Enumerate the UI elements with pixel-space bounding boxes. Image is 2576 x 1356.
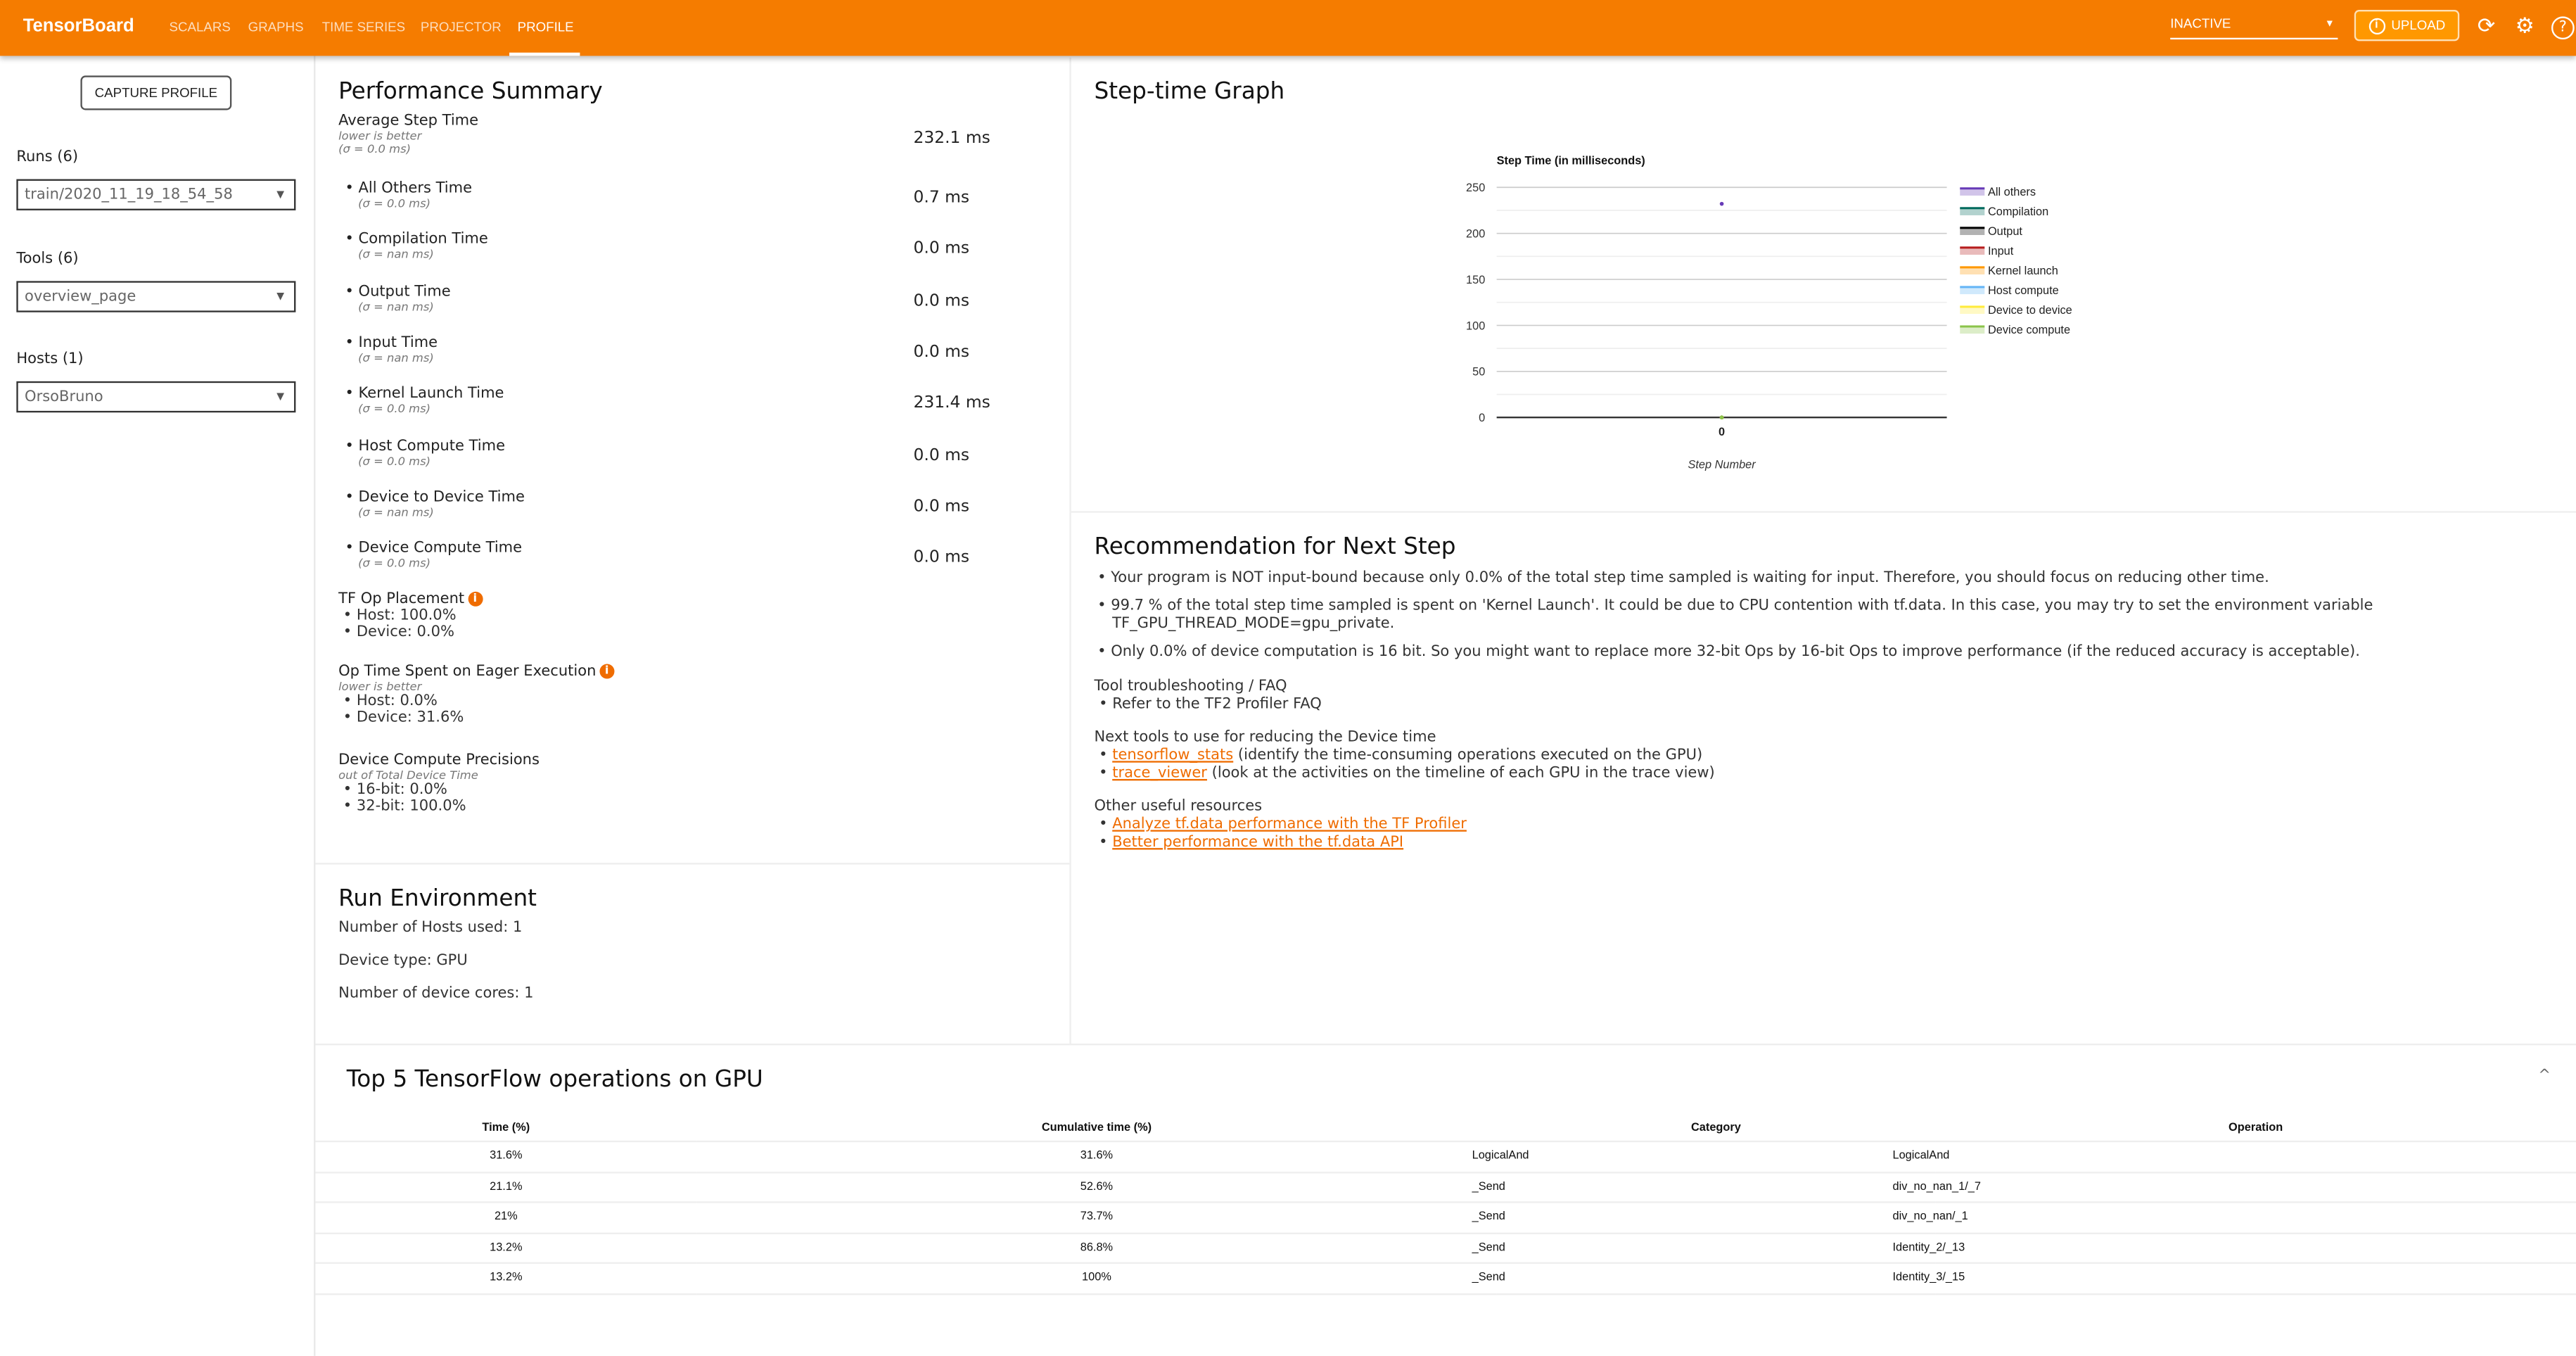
runs-select[interactable] bbox=[16, 179, 295, 210]
y-tick-label: 100 bbox=[1466, 319, 1486, 333]
list-item: • trace_viewer (look at the activities on the timeline of each GPU in the trace view) bbox=[1094, 766, 1715, 782]
legend-label: Output bbox=[1987, 224, 2022, 238]
legend-label: Kernel launch bbox=[1987, 265, 2058, 278]
performance-item bbox=[345, 232, 1051, 262]
metric-value: 0.0 ms bbox=[913, 343, 970, 362]
gear-icon[interactable]: ⚙ bbox=[2515, 15, 2534, 40]
legend-swatch bbox=[1960, 189, 1984, 196]
metric-label: • Device Compute Time bbox=[345, 540, 523, 557]
y-tick-label: 200 bbox=[1466, 227, 1486, 241]
operation bbox=[1892, 1263, 2576, 1293]
eager-device: Device: 31.6% bbox=[356, 709, 464, 727]
dropdown-arrow-icon: ▼ bbox=[276, 391, 285, 403]
legend-swatch bbox=[1960, 209, 1984, 215]
capture-profile-button[interactable]: CAPTURE PROFILE bbox=[80, 75, 231, 110]
tfdata-profiler-link[interactable]: Analyze tf.data performance with the TF Profiler bbox=[1112, 816, 1467, 834]
eager-host: Host: 0.0% bbox=[356, 693, 438, 710]
divider bbox=[1071, 511, 2576, 512]
category-text: LogicalAnd bbox=[1472, 1151, 1529, 1162]
y-tick-label: 50 bbox=[1472, 365, 1486, 379]
recommendation-title: Recommendation for Next Step bbox=[1094, 534, 1456, 561]
tensorflow-stats-link[interactable]: tensorflow_stats bbox=[1112, 747, 1234, 765]
category-text: _Send bbox=[1472, 1211, 1505, 1224]
list-item: • Refer to the TF2 Profiler FAQ bbox=[1094, 697, 1322, 714]
tf-op-placement bbox=[338, 592, 483, 641]
category-text: _Send bbox=[1472, 1272, 1505, 1284]
operation-text: div_no_nan_1/_7 bbox=[1892, 1181, 1981, 1193]
list-item: • Analyze tf.data performance with the TF Profiler bbox=[1094, 816, 1467, 834]
device-type: Device type: GPU bbox=[338, 953, 468, 970]
operation-text: Identity_3/_15 bbox=[1892, 1272, 1965, 1284]
tools-value: overview_page bbox=[25, 289, 136, 306]
step-time-graph-title: Step-time Graph bbox=[1094, 79, 1285, 106]
other-resources-section bbox=[1094, 799, 1466, 853]
hosts-used: Number of Hosts used: 1 bbox=[338, 920, 523, 937]
list-item: • Device: 0.0% bbox=[338, 624, 454, 641]
run-environment-title: Run Environment bbox=[338, 885, 537, 913]
metric-label: • Device to Device Time bbox=[345, 489, 525, 506]
performance-item bbox=[345, 386, 1051, 416]
hosts-select[interactable] bbox=[16, 381, 295, 412]
next-tools-section bbox=[1094, 730, 1714, 784]
operation-text: Identity_2/_13 bbox=[1892, 1242, 1965, 1254]
metric-name: Device Compute Time bbox=[358, 540, 523, 557]
performance-summary-title: Performance Summary bbox=[338, 79, 603, 106]
performance-item bbox=[345, 541, 1051, 571]
metric-name: Device to Device Time bbox=[358, 489, 525, 506]
tab-projector[interactable]: PROJECTOR bbox=[420, 20, 502, 35]
legend-swatch-line bbox=[1960, 187, 1984, 189]
legend-swatch-line bbox=[1960, 207, 1984, 209]
hosts-label: Hosts (1) bbox=[16, 351, 84, 369]
faq-item: Refer to the TF2 Profiler FAQ bbox=[1112, 697, 1322, 714]
category-text: _Send bbox=[1472, 1242, 1505, 1254]
y-tick-label: 250 bbox=[1466, 182, 1486, 195]
metric-value: 231.4 ms bbox=[913, 394, 990, 413]
dropdown-arrow-icon: ▼ bbox=[2324, 20, 2335, 30]
metric-label: Average Step Time bbox=[338, 113, 479, 130]
time-percent: 31.6% bbox=[315, 1141, 696, 1172]
metric-sigma: (σ = nan ms) bbox=[358, 248, 434, 262]
legend-swatch-line bbox=[1960, 246, 1984, 248]
link-description: (identify the time-consuming operations executed on the GPU) bbox=[1233, 747, 1703, 765]
section-label: TF Op Placement bbox=[338, 591, 465, 609]
data-point-device-compute[interactable] bbox=[1720, 415, 1724, 419]
metric-sigma: (σ = 0.0 ms) bbox=[358, 403, 431, 417]
metric-sigma: (σ = 0.0 ms) bbox=[338, 143, 411, 156]
tools-label: Tools (6) bbox=[16, 251, 79, 268]
metric-name: Input Time bbox=[358, 335, 438, 352]
precision-32bit: 32-bit: 100.0% bbox=[356, 799, 466, 816]
cumulative-percent: 73.7% bbox=[696, 1202, 1496, 1232]
metric-name: Output Time bbox=[358, 284, 451, 300]
legend-swatch bbox=[1960, 268, 1984, 274]
legend-label: Device compute bbox=[1987, 324, 2071, 337]
performance-item bbox=[345, 335, 1051, 365]
time-percent: 13.2% bbox=[315, 1263, 696, 1293]
list-item: • 99.7 % of the total step time sampled is spent on 'Kernel Launch'. It could be due to CPU contention with tf.data. In this case, you may try to set the environment variable TF_GPU_THREAD_MODE=gpu_private. bbox=[1097, 598, 2373, 633]
tools-select[interactable] bbox=[16, 281, 295, 312]
tab-time-series[interactable]: TIME SERIES bbox=[321, 20, 406, 35]
list-item: • 16-bit: 0.0% bbox=[338, 782, 447, 799]
cumulative-percent: 31.6% bbox=[696, 1141, 1496, 1172]
legend-swatch bbox=[1960, 327, 1984, 334]
legend-swatch bbox=[1960, 288, 1984, 294]
metric-label: • Output Time bbox=[345, 284, 451, 300]
next-tools-title: Next tools to use for reducing the Device time bbox=[1094, 729, 1436, 747]
performance-item bbox=[345, 490, 1051, 519]
legend-swatch-line bbox=[1960, 266, 1984, 268]
list-item: • Device: 31.6% bbox=[338, 709, 464, 727]
category bbox=[1472, 1202, 1936, 1232]
tfdata-api-link[interactable]: Better performance with the tf.data API bbox=[1112, 835, 1404, 851]
top-app-bar bbox=[0, 0, 2576, 56]
tab-profile[interactable]: PROFILE bbox=[517, 20, 574, 35]
list-item: • Better performance with the tf.data API bbox=[1094, 835, 1404, 851]
top-ops-title: Top 5 TensorFlow operations on GPU bbox=[346, 1066, 763, 1094]
info-icon[interactable]: i bbox=[468, 592, 483, 607]
divider bbox=[315, 1044, 2576, 1045]
refresh-icon[interactable]: ⟳ bbox=[2477, 15, 2496, 40]
help-icon[interactable]: ? bbox=[2551, 16, 2575, 39]
legend-label: Compilation bbox=[1987, 205, 2049, 218]
legend-swatch bbox=[1960, 248, 1984, 255]
metric-value: 0.0 ms bbox=[913, 240, 970, 259]
metric-note: lower is better bbox=[338, 129, 422, 144]
performance-item bbox=[345, 284, 1051, 313]
cumulative-percent: 52.6% bbox=[696, 1172, 1496, 1202]
metric-value: 0.0 ms bbox=[913, 446, 970, 464]
y-tick-label: 150 bbox=[1466, 273, 1486, 286]
faq-section bbox=[1094, 679, 1321, 715]
cumulative-percent: 86.8% bbox=[696, 1233, 1496, 1263]
list-item: • Host: 100.0% bbox=[338, 608, 457, 625]
operation-text: div_no_nan/_1 bbox=[1892, 1211, 1968, 1224]
table-row[interactable] bbox=[315, 1141, 2576, 1172]
recommendation-text: Only 0.0% of device computation is 16 bit. So you might want to replace more 32-bit Ops by 16-bit Ops to improve performance (if the reduced accuracy is acceptable). bbox=[1111, 644, 2360, 661]
operation-text: LogicalAnd bbox=[1892, 1151, 1950, 1162]
legend-swatch-line bbox=[1960, 286, 1984, 288]
metric-value: 0.0 ms bbox=[913, 498, 970, 516]
upload-label: UPLOAD bbox=[2391, 18, 2446, 33]
metric-value: 232.1 ms bbox=[913, 129, 990, 148]
app-logo: TensorBoard bbox=[23, 16, 134, 37]
upload-button[interactable] bbox=[2354, 10, 2459, 41]
section-note: lower is better bbox=[338, 680, 422, 694]
device-cores: Number of device cores: 1 bbox=[338, 986, 534, 1003]
operation bbox=[1892, 1202, 2576, 1232]
active-tab-indicator bbox=[509, 53, 580, 56]
metric-label: • Compilation Time bbox=[345, 232, 488, 249]
metric-name: All Others Time bbox=[358, 180, 473, 198]
runs-value: train/2020_11_19_18_54_58 bbox=[25, 187, 233, 204]
x-tick-label: 0 bbox=[1719, 425, 1726, 438]
metric-sigma: (σ = nan ms) bbox=[358, 505, 434, 519]
legend-swatch-line bbox=[1960, 325, 1984, 327]
top-ops-table bbox=[315, 1114, 2576, 1294]
legend-swatch-line bbox=[1960, 227, 1984, 229]
hosts-value: OrsoBruno bbox=[25, 389, 103, 406]
divider bbox=[315, 863, 1069, 864]
metric-sigma: (σ = nan ms) bbox=[358, 300, 434, 314]
section-label: Op Time Spent on Eager Execution bbox=[338, 664, 597, 680]
legend-label: Host compute bbox=[1987, 284, 2059, 298]
category bbox=[1472, 1172, 1936, 1202]
time-percent: 21.1% bbox=[315, 1172, 696, 1202]
column-header[interactable]: Operation bbox=[1935, 1114, 2576, 1141]
collapse-chevron-icon[interactable]: ^ bbox=[2538, 1068, 2551, 1085]
time-percent: 21% bbox=[315, 1202, 696, 1232]
tab-scalars[interactable]: SCALARS bbox=[169, 20, 231, 35]
chart-title: Step Time (in milliseconds) bbox=[1496, 154, 1645, 167]
table-row[interactable] bbox=[315, 1172, 2576, 1202]
faq-title: Tool troubleshooting / FAQ bbox=[1094, 678, 1287, 695]
runs-label: Runs (6) bbox=[16, 149, 79, 166]
host-placement: Host: 100.0% bbox=[356, 608, 457, 625]
legend-label: Input bbox=[1987, 245, 2014, 258]
recommendation-text: Your program is NOT input-bound because only 0.0% of the total step time sampled is waiting for input. Therefore, you should focus on reducing other time. bbox=[1111, 570, 2269, 587]
average-step-time bbox=[338, 113, 1061, 156]
table-row[interactable] bbox=[315, 1263, 2576, 1293]
metric-name: Kernel Launch Time bbox=[358, 386, 504, 403]
metric-sigma: (σ = nan ms) bbox=[358, 351, 434, 365]
info-icon: i bbox=[2368, 18, 2385, 34]
category-text: _Send bbox=[1472, 1181, 1505, 1193]
other-resources-title: Other useful resources bbox=[1094, 799, 1263, 816]
device-compute-precisions bbox=[338, 753, 540, 816]
link-description: (look at the activities on the timeline of each GPU in the trace view) bbox=[1206, 766, 1715, 782]
recommendation-list bbox=[1097, 570, 2411, 677]
step-time-chart bbox=[1413, 140, 2103, 485]
y-tick-label: 0 bbox=[1479, 412, 1486, 425]
metric-value: 0.0 ms bbox=[913, 291, 970, 310]
metric-value: 0.0 ms bbox=[913, 549, 970, 567]
eager-execution bbox=[338, 664, 614, 727]
performance-item bbox=[345, 181, 1051, 210]
operation bbox=[1892, 1233, 2576, 1263]
metric-label: • Kernel Launch Time bbox=[345, 386, 504, 403]
table-row[interactable] bbox=[315, 1233, 2576, 1263]
category bbox=[1472, 1233, 1936, 1263]
section-note: out of Total Device Time bbox=[338, 769, 478, 782]
recommendation-text: 99.7 % of the total step time sampled is spent on 'Kernel Launch'. It could be due to CPU contention with tf.data. In this case, you may try to set the environment variable TF_GPU_THREAD_MODE=gpu_private. bbox=[1111, 598, 2373, 633]
precision-16bit: 16-bit: 0.0% bbox=[356, 782, 447, 799]
list-item: • Host: 0.0% bbox=[338, 693, 438, 710]
list-item: • Your program is NOT input-bound because only 0.0% of the total step time sampled is waiting for input. Therefore, you should focus on reducing other time. bbox=[1097, 570, 2269, 587]
tab-graphs[interactable]: GRAPHS bbox=[248, 20, 304, 35]
legend-label: Device to device bbox=[1987, 304, 2072, 317]
metric-value: 0.7 ms bbox=[913, 189, 970, 208]
cumulative-percent: 100% bbox=[696, 1263, 1496, 1293]
trace-viewer-link[interactable]: trace_viewer bbox=[1112, 766, 1207, 782]
dropdown-arrow-icon: ▼ bbox=[276, 189, 285, 201]
column-header[interactable]: Category bbox=[1497, 1114, 1936, 1141]
legend-swatch bbox=[1960, 229, 1984, 235]
list-item: • Only 0.0% of device computation is 16 bit. So you might want to replace more 32-bit Ops by 16-bit Ops to improve performance (if the reduced accuracy is acceptable). bbox=[1097, 644, 2360, 661]
section-label: Device Compute Precisions bbox=[338, 752, 540, 770]
data-point-all-others[interactable] bbox=[1720, 202, 1724, 206]
sidebar bbox=[0, 56, 315, 1355]
time-percent: 13.2% bbox=[315, 1233, 696, 1263]
category bbox=[1472, 1141, 1936, 1172]
list-item: • 32-bit: 100.0% bbox=[338, 799, 466, 816]
performance-item bbox=[345, 438, 1051, 467]
legend-swatch-line bbox=[1960, 305, 1984, 308]
metric-sigma: (σ = 0.0 ms) bbox=[358, 454, 431, 468]
dropdown-arrow-icon: ▼ bbox=[276, 291, 285, 303]
device-placement: Device: 0.0% bbox=[356, 624, 454, 641]
metric-label: • Input Time bbox=[345, 335, 438, 352]
plugin-select[interactable] bbox=[2170, 16, 2338, 39]
operation bbox=[1892, 1141, 2576, 1172]
legend-label: All others bbox=[1987, 185, 2036, 198]
category bbox=[1472, 1263, 1936, 1293]
legend-swatch bbox=[1960, 308, 1984, 314]
metric-sigma: (σ = 0.0 ms) bbox=[358, 557, 431, 571]
info-icon[interactable]: i bbox=[599, 664, 614, 679]
metric-name: Compilation Time bbox=[358, 232, 488, 249]
operation bbox=[1892, 1172, 2576, 1202]
column-header[interactable]: Time (%) bbox=[315, 1114, 696, 1141]
metric-sigma: (σ = 0.0 ms) bbox=[358, 197, 431, 210]
table-row[interactable] bbox=[315, 1202, 2576, 1232]
metric-label: • All Others Time bbox=[345, 180, 473, 198]
list-item: • tensorflow_stats (identify the time-consuming operations executed on the GPU) bbox=[1094, 747, 1703, 765]
plugin-select-value: INACTIVE bbox=[2170, 16, 2231, 32]
column-header[interactable]: Cumulative time (%) bbox=[696, 1114, 1496, 1141]
metric-name: Host Compute Time bbox=[358, 438, 506, 455]
divider bbox=[1069, 58, 1071, 1044]
metric-label: • Host Compute Time bbox=[345, 438, 506, 455]
x-axis-label: Step Number bbox=[1688, 458, 1756, 471]
